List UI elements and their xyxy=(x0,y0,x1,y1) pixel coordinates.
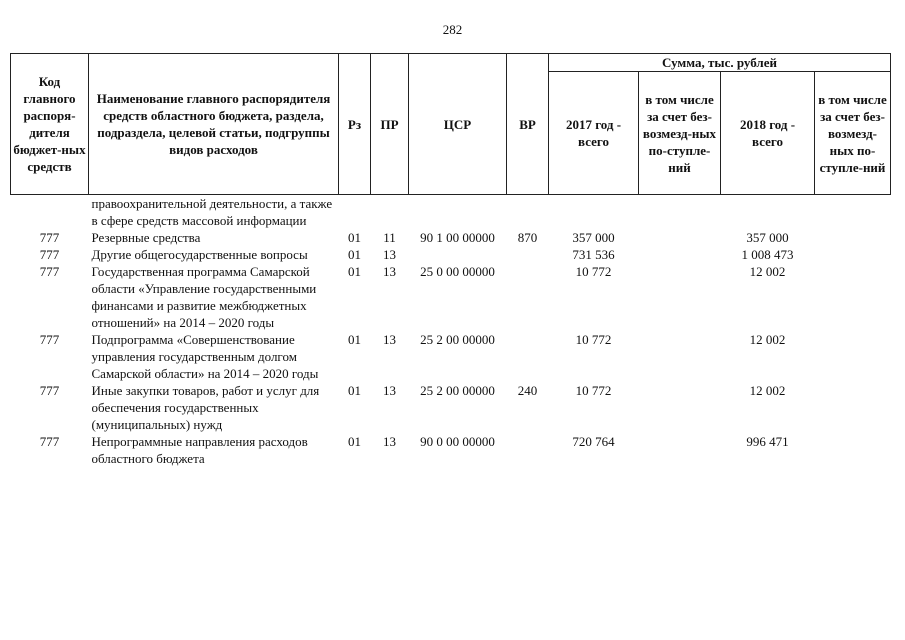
table-header xyxy=(11,54,891,195)
cell-gratuitous-2017 xyxy=(639,195,721,230)
cell-gratuitous-2017 xyxy=(639,229,721,246)
cell-pr: 13 xyxy=(383,383,396,398)
cell-csr: 25 0 00 00000 xyxy=(420,264,495,279)
cell-sum-2017: 10 772 xyxy=(575,264,612,279)
budget-table xyxy=(10,53,891,467)
cell-vr xyxy=(507,331,549,382)
cell-sum-2018: 357 000 xyxy=(746,230,789,245)
cell-sum-2018: 12 002 xyxy=(749,383,786,398)
header-vr: ВР xyxy=(507,54,549,195)
cell-name: Государственная программа Самарской области «Управление государственными финансами и развитие межбюджетных отношений» на 2014 – 2020 годы xyxy=(91,264,317,330)
cell-gratuitous-2017 xyxy=(639,433,721,467)
cell-sum-2017: 731 536 xyxy=(572,247,615,262)
cell-csr xyxy=(409,246,507,263)
table-row xyxy=(11,229,891,246)
cell-csr: 90 1 00 00000 xyxy=(420,230,495,245)
cell-gratuitous-2017 xyxy=(639,382,721,433)
cell-code: 777 xyxy=(39,383,60,398)
cell-csr: 25 2 00 00000 xyxy=(420,332,495,347)
header-code: Код главного распоря-дителя бюджет-ных средств xyxy=(11,54,89,195)
cell-rz: 01 xyxy=(348,332,361,347)
cell-sum-2018: 12 002 xyxy=(749,332,786,347)
cell-rz: 01 xyxy=(348,264,361,279)
cell-vr xyxy=(507,246,549,263)
cell-name: правоохранительной деятельности, а также в сфере средств массовой информации xyxy=(91,196,333,228)
table-body xyxy=(11,195,891,468)
header-csr: ЦСР xyxy=(409,54,507,195)
cell-code: 777 xyxy=(39,434,60,449)
cell-pr: 13 xyxy=(383,247,396,262)
cell-code: 777 xyxy=(39,230,60,245)
cell-sum-2018: 996 471 xyxy=(746,434,789,449)
cell-csr xyxy=(409,195,507,230)
cell-pr: 13 xyxy=(383,332,396,347)
cell-gratuitous-2017 xyxy=(639,331,721,382)
cell-vr xyxy=(507,263,549,331)
header-2018-gratuitous: в том числе за счет без-возмезд-ных по-ступле-ний xyxy=(815,72,891,195)
cell-pr: 13 xyxy=(383,434,396,449)
cell-csr: 25 2 00 00000 xyxy=(420,383,495,398)
header-2018-total: 2018 год - всего xyxy=(721,72,815,195)
cell-sum-2018: 12 002 xyxy=(749,264,786,279)
cell-sum-2018 xyxy=(721,195,815,230)
cell-code: 777 xyxy=(39,247,60,262)
cell-name: Иные закупки товаров, работ и услуг для обеспечения государственных (муниципальных) нужд xyxy=(91,383,320,432)
cell-name: Непрограммные направления расходов областного бюджета xyxy=(91,434,308,466)
cell-pr: 11 xyxy=(383,230,396,245)
cell-sum-2017: 357 000 xyxy=(572,230,615,245)
cell-code xyxy=(11,195,89,230)
header-pr: ПР xyxy=(371,54,409,195)
cell-sum-2017: 10 772 xyxy=(575,383,612,398)
cell-rz: 01 xyxy=(348,247,361,262)
cell-sum-2017: 10 772 xyxy=(575,332,612,347)
cell-name: Другие общегосударственные вопросы xyxy=(91,247,308,262)
cell-name: Резервные средства xyxy=(91,230,201,245)
header-rz: Рз xyxy=(339,54,371,195)
cell-rz: 01 xyxy=(348,230,361,245)
cell-gratuitous-2018 xyxy=(815,331,891,382)
cell-gratuitous-2017 xyxy=(639,246,721,263)
table-row xyxy=(11,433,891,467)
table-row xyxy=(11,331,891,382)
cell-rz: 01 xyxy=(348,434,361,449)
header-2017-gratuitous: в том числе за счет без-возмезд-ных по-ступле-ний xyxy=(639,72,721,195)
table-row xyxy=(11,382,891,433)
cell-gratuitous-2018 xyxy=(815,246,891,263)
cell-pr: 13 xyxy=(383,264,396,279)
cell-gratuitous-2017 xyxy=(639,263,721,331)
page-number: 282 xyxy=(442,22,463,37)
cell-sum-2018: 1 008 473 xyxy=(741,247,794,262)
cell-rz: 01 xyxy=(348,383,361,398)
cell-rz xyxy=(339,195,371,230)
cell-pr xyxy=(371,195,409,230)
table-row xyxy=(11,263,891,331)
cell-vr xyxy=(507,195,549,230)
cell-gratuitous-2018 xyxy=(815,382,891,433)
cell-sum-2017: 720 764 xyxy=(572,434,615,449)
cell-csr: 90 0 00 00000 xyxy=(420,434,495,449)
header-name: Наименование главного распорядителя средств областного бюджета, раздела, подраздела, целевой статьи, подгруппы видов расходов xyxy=(89,54,339,195)
table-row xyxy=(11,195,891,230)
cell-gratuitous-2018 xyxy=(815,229,891,246)
cell-gratuitous-2018 xyxy=(815,263,891,331)
cell-vr xyxy=(507,433,549,467)
header-sum-group: Сумма, тыс. рублей xyxy=(549,54,891,72)
cell-name: Подпрограмма «Совершенствование управления государственным долгом Самарской области» на 2014 – 2020 годы xyxy=(91,332,319,381)
cell-vr: 870 xyxy=(517,230,538,245)
cell-vr: 240 xyxy=(517,383,538,398)
cell-gratuitous-2018 xyxy=(815,433,891,467)
table-row xyxy=(11,246,891,263)
cell-gratuitous-2018 xyxy=(815,195,891,230)
cell-code: 777 xyxy=(39,332,60,347)
cell-sum-2017 xyxy=(549,195,639,230)
header-2017-total: 2017 год - всего xyxy=(549,72,639,195)
cell-code: 777 xyxy=(39,264,60,279)
